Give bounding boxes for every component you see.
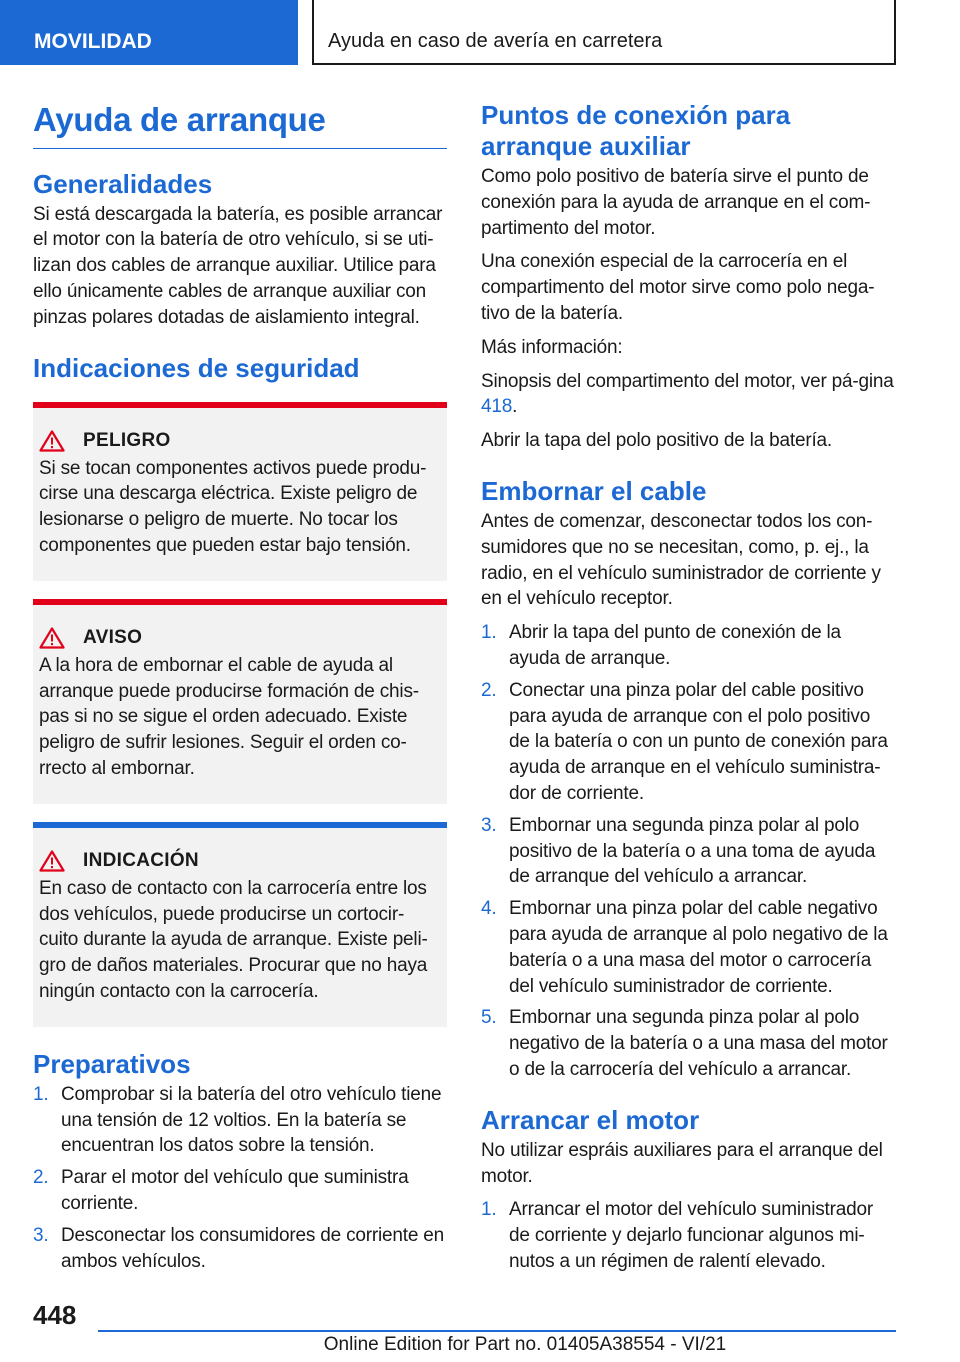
list-item: 5. Embornar una segunda pinza polar al polo negativo de la batería o a una masa del motor o de la carrocería del vehículo a arrancar. (481, 1007, 888, 1080)
footer-divider (98, 1330, 896, 1332)
list-item: 3. Desconectar los consumidores de corriente en ambos vehículos. (33, 1224, 445, 1272)
warning-label: AVISO (83, 626, 143, 648)
puntos-text-3: Más información: (481, 336, 623, 358)
list-item: 3. Embornar una segunda pinza polar al polo positivo de la batería o a una toma de ayuda de arranque del vehículo a arrancar. (481, 814, 876, 888)
heading-puntos: Puntos de conexión para arranque auxiliar (481, 100, 791, 161)
warning-box-peligro (33, 402, 447, 581)
puntos-text-2: Una conexión especial de la carrocería en el compartimento del motor sirve como polo nega-tivo de la batería. (481, 251, 875, 324)
warning-text: En caso de contacto con la carrocería entre los dos vehículos, puede producirse un cortocir-cuito durante la ayuda de arranque. Existe peli-gro de daños materiales. Procurar que no haya ningún contacto con la carrocería. (39, 877, 428, 1002)
warning-box-indicacion (33, 822, 447, 1027)
puntos-text-5: Abrir la tapa del polo positivo de la batería. (481, 430, 832, 452)
right-column (481, 100, 895, 1281)
warning-triangle-icon (39, 430, 65, 452)
list-item: 1. Abrir la tapa del punto de conexión de la ayuda de arranque. (481, 622, 841, 669)
puntos-text-1: Como polo positivo de batería sirve el punto de conexión para la ayuda de arranque en el com-partimento del motor. (481, 166, 871, 239)
left-column (33, 100, 447, 1280)
footer-edition: Online Edition for Part no. 01405A38554 - VI/21 (323, 1334, 727, 1355)
page-number: 448 (33, 1300, 77, 1330)
embornar-intro: Antes de comenzar, desconectar todos los con-sumidores que no se necesitan, como, p. ej., la radio, en el vehículo suministrador de corriente y en el vehículo receptor. (481, 510, 881, 610)
heading-generalidades: Generalidades (33, 168, 213, 199)
arrancar-list (481, 1197, 895, 1274)
embornar-list (481, 620, 895, 1083)
heading-embornar: Embornar el cable (481, 475, 707, 506)
chapter-title: Ayuda en caso de avería en carretera (312, 0, 896, 65)
warning-triangle-icon (39, 627, 65, 649)
warning-text: Si se tocan componentes activos puede produ-cirse una descarga eléctrica. Existe peligro de lesionarse o peligro de muerte. No tocar los componentes que pueden estar bajo tensión. (39, 457, 427, 556)
warning-box-aviso (33, 599, 447, 804)
list-item: 4. Embornar una pinza polar del cable negativo para ayuda de arranque al polo negativo de la batería o a una masa del motor o carrocería del vehículo suministrador de corriente. (481, 898, 888, 997)
warning-label: INDICACIÓN (83, 849, 199, 871)
heading-preparativos: Preparativos (33, 1048, 191, 1079)
page-title: Ayuda de arranque (33, 100, 447, 149)
generalidades-text: Si está descargada la batería, es posible arrancar el motor con la batería de otro vehículo, si se uti-lizan dos cables de arranque auxiliar. Utilice para ello únicamente cables de arranque auxiliar con pinzas polares dotadas de aislamiento integral. (33, 203, 443, 328)
puntos-text-4: Sinopsis del compartimento del motor, ver pá-gina 418. (481, 370, 894, 418)
warning-triangle-icon (39, 850, 65, 872)
preparativos-list (33, 1082, 447, 1275)
list-item: 1. Arrancar el motor del vehículo suministrador de corriente y dejarlo funcionar algunos mi-nutos a un régimen de ralentí elevado. (481, 1199, 873, 1272)
page-link[interactable]: 418 (481, 396, 513, 418)
heading-arrancar: Arrancar el motor (481, 1104, 700, 1135)
list-item: 2. Parar el motor del vehículo que suministra corriente. (33, 1167, 409, 1214)
warning-text: A la hora de embornar el cable de ayuda al arranque puede producirse formación de chis-pas si no se sigue el orden adecuado. Existe peligro de sufrir lesiones. Seguir el orden co-rrecto al embornar. (39, 654, 419, 779)
warning-label: PELIGRO (83, 429, 171, 451)
list-item: 2. Conectar una pinza polar del cable positivo para ayuda de arranque con el polo positivo de la batería o con un punto de conexión para ayuda de arranque en el vehículo suministra-dor de corriente. (481, 679, 888, 804)
section-tab: MOVILIDAD (0, 0, 298, 65)
arrancar-intro: No utilizar espráis auxiliares para el arranque del motor. (481, 1139, 883, 1187)
heading-seguridad: Indicaciones de seguridad (33, 352, 360, 383)
list-item: 1. Comprobar si la batería del otro vehículo tiene una tensión de 12 voltios. En la batería se encuentran los datos sobre la tensión. (33, 1083, 442, 1157)
